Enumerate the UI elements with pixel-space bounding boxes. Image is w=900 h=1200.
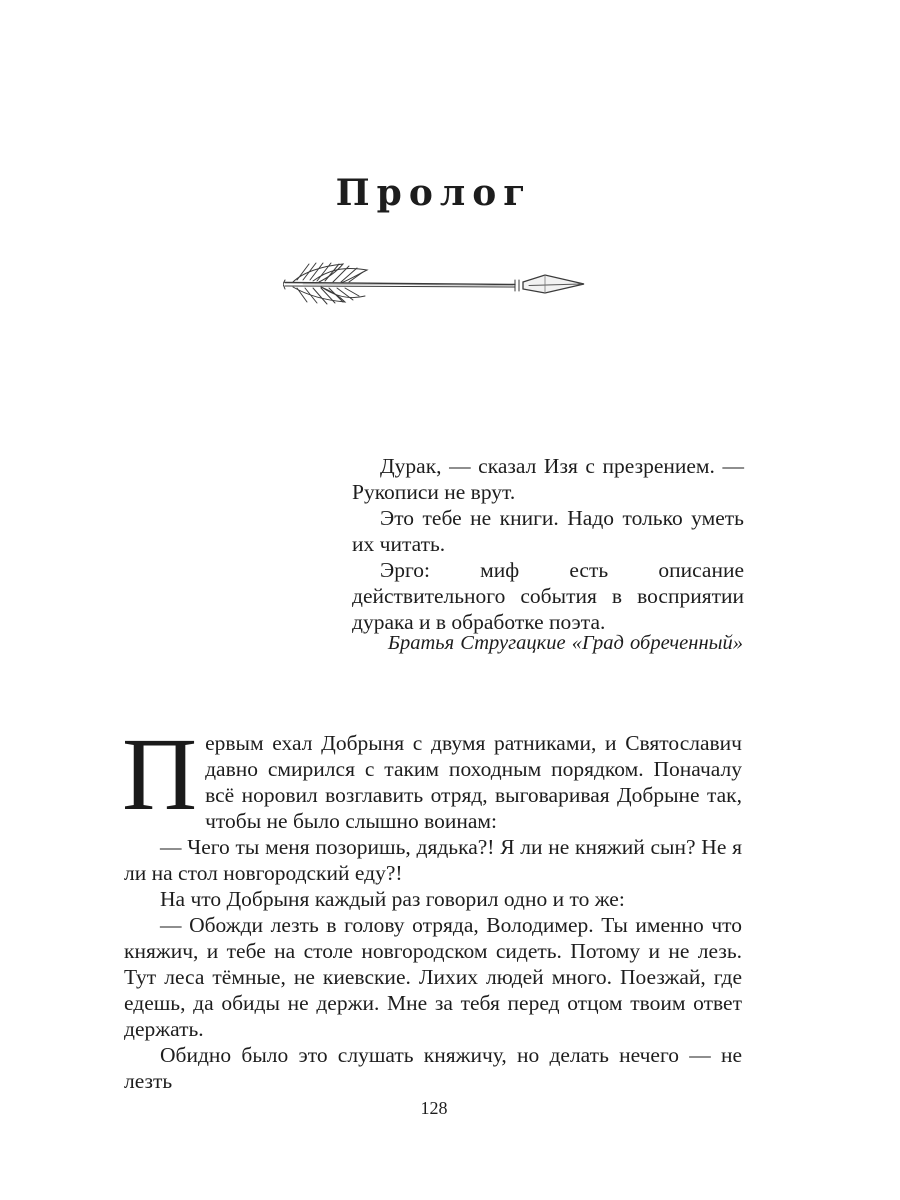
page-number: 128 xyxy=(420,1098,448,1118)
epigraph-paragraph: Эрго: миф есть описание действительного события в восприятии дурака и в обработке поэта. xyxy=(352,558,744,634)
body-paragraph: — Обожди лезть в голову отряда, Володимер. Ты именно что княжич, и тебе на столе новгородском сидеть. Потому и не лезь. Тут леса тёмные, не киевские. Лихих людей много. Поезжай, где едешь, да обиды не держи. Мне за тебя перед отцом твоим ответ держать. xyxy=(124,913,742,1041)
epigraph-paragraph: Это тебе не книги. Надо только уметь их читать. xyxy=(352,506,744,556)
body-paragraph: На что Добрыня каждый раз говорил одно и то же: xyxy=(160,887,625,911)
chapter-title: Пролог xyxy=(335,172,533,214)
epigraph-paragraph: Дурак, — сказал Изя с презрением. — Рукописи не врут. xyxy=(352,454,744,504)
epigraph xyxy=(352,453,744,635)
arrow-icon xyxy=(283,258,588,306)
main-text xyxy=(122,717,742,1094)
body-paragraph: Обидно было это слушать княжичу, но делать нечего — не лезть xyxy=(124,1043,742,1093)
body-paragraph-text: ервым ехал Добрыня с двумя ратниками, и Святославич давно смирился с таким походным порядком. Поначалу всё норовил возглавить отряд, выговаривая Добрыне так, чтобы не было слышно воинам: xyxy=(205,731,742,833)
body-paragraph: — Чего ты меня позоришь, дядька?! Я ли не княжий сын? Не я ли на стол новгородский еду?! xyxy=(124,835,742,885)
drop-cap: П xyxy=(122,717,198,832)
epigraph-attribution: Братья Стругацкие «Град обреченный» xyxy=(387,632,743,654)
body-paragraph xyxy=(122,717,742,834)
